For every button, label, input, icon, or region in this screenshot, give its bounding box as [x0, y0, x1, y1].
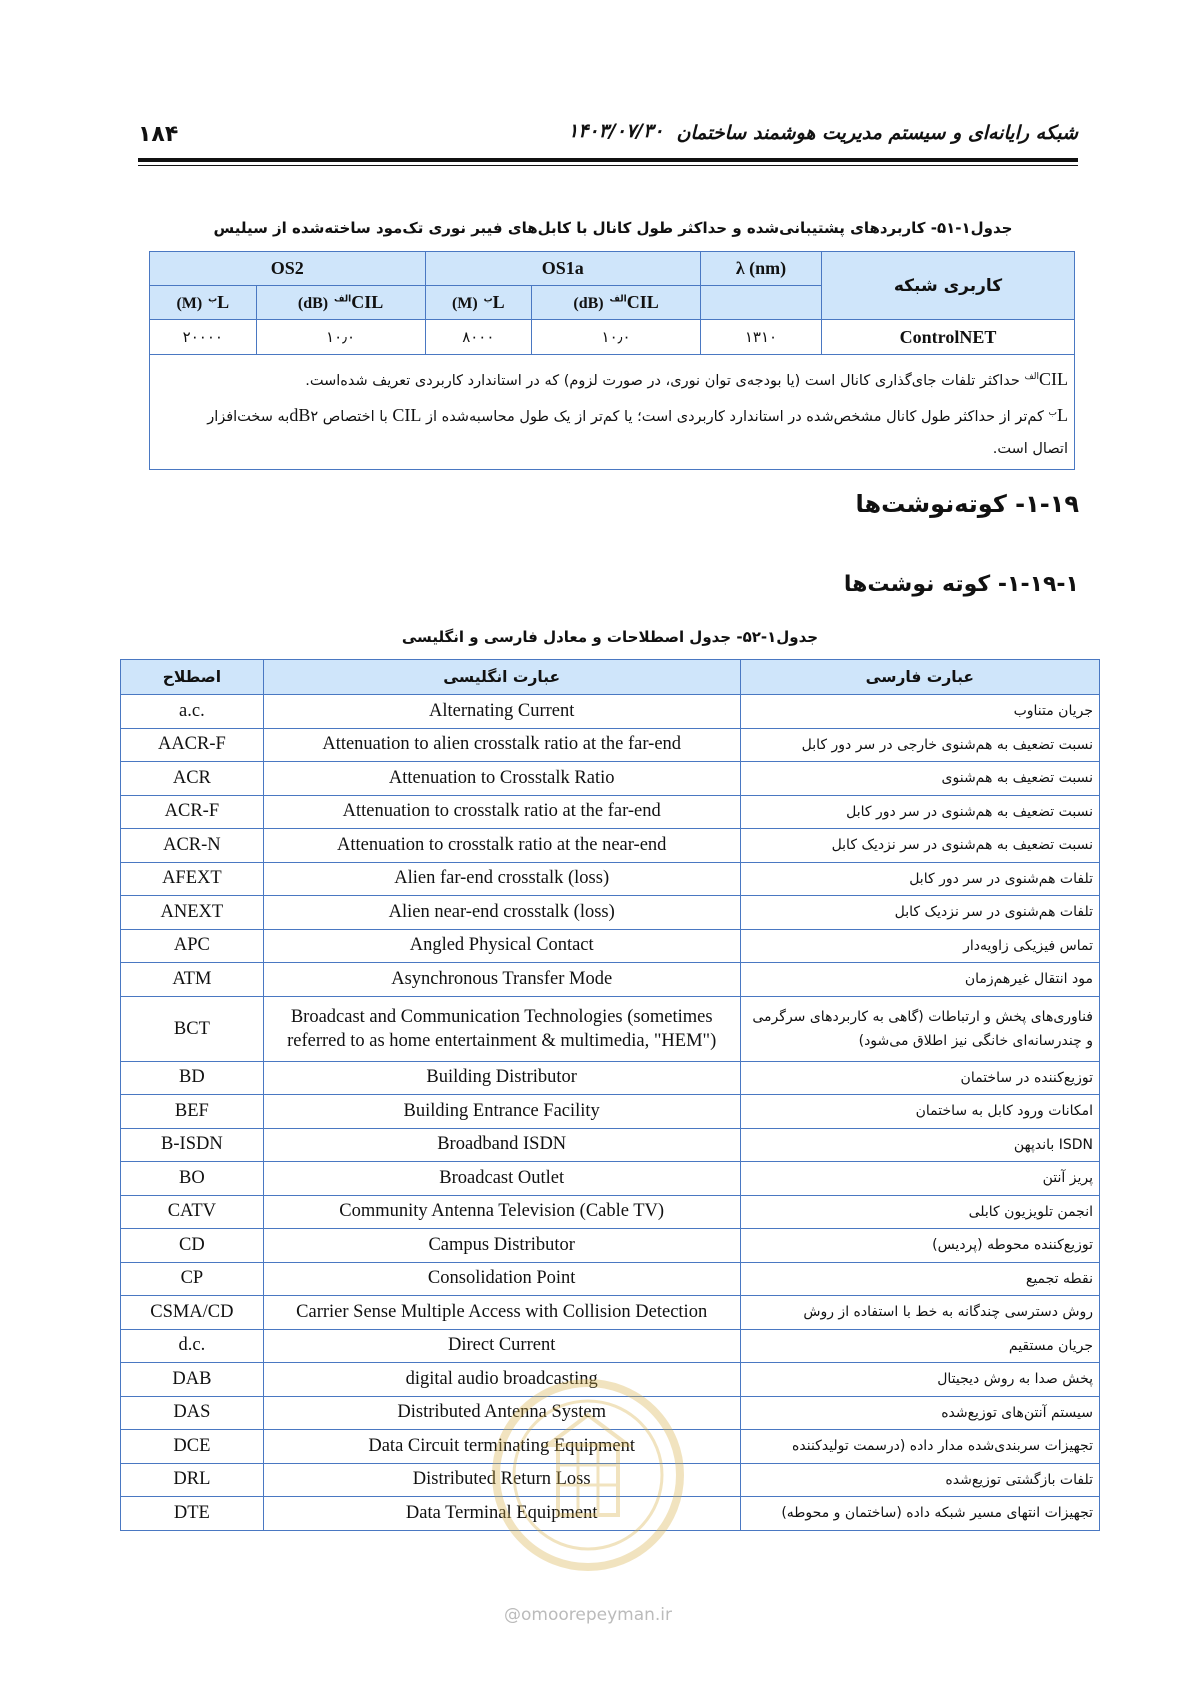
- term-en: Campus Distributor: [263, 1229, 740, 1263]
- term-en: Alternating Current: [263, 695, 740, 729]
- term-abbr: DCE: [121, 1430, 264, 1464]
- table-row: [121, 963, 1100, 997]
- term-abbr: CSMA/CD: [121, 1296, 264, 1330]
- term-en: Alien near-end crosstalk (loss): [263, 896, 740, 930]
- term-fa: نسبت تضعیف به هم‌شنوی خارجی در سر دور کابل: [740, 728, 1099, 762]
- term-abbr: d.c.: [121, 1329, 264, 1363]
- term-en: Direct Current: [263, 1329, 740, 1363]
- table51-notes: [150, 355, 1075, 470]
- term-fa: نسبت تضعیف به هم‌شنوی در سر دور کابل: [740, 795, 1099, 829]
- term-abbr: B-ISDN: [121, 1128, 264, 1162]
- term-abbr: a.c.: [121, 695, 264, 729]
- table51-note-1: $CIL^{الف}$ حداکثر تلفات جای‌گذاری کانال است (یا بودجه‌ی توان نوری، در صورت لزوم) که در استاندارد کاربردی تعریف شده‌است.: [305, 368, 1068, 389]
- header-rule-thin: [138, 165, 1078, 166]
- term-abbr: ACR-F: [121, 795, 264, 829]
- table-row: [121, 996, 1100, 1061]
- table52-header-en: عبارت انگلیسی: [263, 660, 740, 695]
- term-fa: مود انتقال غیرهم‌زمان: [740, 963, 1099, 997]
- term-en: Attenuation to Crosstalk Ratio: [263, 762, 740, 796]
- term-en: Data Circuit terminating Equipment: [263, 1430, 740, 1464]
- term-abbr: BCT: [121, 996, 264, 1061]
- table51-note-2: $L^ب$ کم‌تر از حداکثر طول کانال مشخص‌شده در استاندارد کاربردی است؛ یا کم‌تر از یک طول محاسبه‌شده از CIL با اختصاص dB۲به سخت‌افزار: [207, 404, 1068, 425]
- term-fa: نسبت تضعیف به هم‌شنوی: [740, 762, 1099, 796]
- table51-note-2-cont: اتصال است.: [992, 440, 1068, 457]
- watermark-text: @omoorepeyman.ir: [503, 1605, 673, 1625]
- table51-header-os2-l: $L^ب$ (M): [150, 286, 257, 320]
- table52-header-abbr: اصطلاح: [121, 660, 264, 695]
- term-abbr: DRL: [121, 1463, 264, 1497]
- table-row: [121, 695, 1100, 729]
- term-fa: تلفات هم‌شنوی در سر نزدیک کابل: [740, 896, 1099, 930]
- term-en: Building Entrance Facility: [263, 1095, 740, 1129]
- table51-os2-cil: ۱۰٫۰: [256, 320, 425, 355]
- term-fa: توزیع‌کننده در ساختمان: [740, 1061, 1099, 1095]
- term-fa: ISDN باندپهن: [740, 1128, 1099, 1162]
- term-abbr: AACR-F: [121, 728, 264, 762]
- table-row: [121, 1329, 1100, 1363]
- table51-header-os2: OS2: [150, 252, 426, 286]
- term-en: Carrier Sense Multiple Access with Collision Detection: [263, 1296, 740, 1330]
- header-rule-thick: [138, 158, 1078, 162]
- term-fa: توزیع‌کننده محوطه (پردیس): [740, 1229, 1099, 1263]
- term-fa: تماس فیزیکی زاویه‌دار: [740, 929, 1099, 963]
- term-fa: نسبت تضعیف به هم‌شنوی در سر نزدیک کابل: [740, 829, 1099, 863]
- table51: [149, 251, 1075, 470]
- term-fa: تجهیزات سربندی‌شده مدار داده (درسمت تولیدکننده: [740, 1430, 1099, 1464]
- term-fa: تلفات بازگشتی توزیع‌شده: [740, 1463, 1099, 1497]
- page-header: [138, 112, 1078, 146]
- term-fa: نقطه تجمیع: [740, 1262, 1099, 1296]
- term-en: Community Antenna Television (Cable TV): [263, 1195, 740, 1229]
- term-en: Data Terminal Equipment: [263, 1497, 740, 1531]
- table51-row: [150, 320, 1075, 355]
- term-fa: پریز آنتن: [740, 1162, 1099, 1196]
- page-number: ۱۸۴: [138, 122, 179, 147]
- header-title: شبکه رایانه‌ای و سیستم مدیریت هوشمند ساختمان: [676, 122, 1078, 144]
- term-abbr: CD: [121, 1229, 264, 1263]
- table-row: [121, 829, 1100, 863]
- term-abbr: ATM: [121, 963, 264, 997]
- section-heading: ۱-۱۹- کوته‌نوشت‌ها: [855, 490, 1079, 518]
- term-en: Attenuation to alien crosstalk ratio at the far-end: [263, 728, 740, 762]
- table-row: [121, 1162, 1100, 1196]
- table-row: [121, 728, 1100, 762]
- term-abbr: BD: [121, 1061, 264, 1095]
- watermark-seal-icon: [488, 1375, 688, 1575]
- table51-header-network: کاربری شبکه: [822, 252, 1075, 320]
- table51-lambda: ۱۳۱۰: [701, 320, 822, 355]
- table-row: [121, 1061, 1100, 1095]
- table51-header-lambda-blank: [701, 286, 822, 320]
- term-abbr: DAS: [121, 1396, 264, 1430]
- table-row: [121, 896, 1100, 930]
- term-abbr: CATV: [121, 1195, 264, 1229]
- table51-os1a-l: ۸۰۰۰: [425, 320, 532, 355]
- table-row: [121, 1229, 1100, 1263]
- term-en: Broadcast Outlet: [263, 1162, 740, 1196]
- term-en: Asynchronous Transfer Mode: [263, 963, 740, 997]
- term-fa: جریان متناوب: [740, 695, 1099, 729]
- term-en: Alien far-end crosstalk (loss): [263, 862, 740, 896]
- table51-caption: جدول۱-۵۱- کاربردهای پشتیبانی‌شده و حداکثر طول کانال با کابل‌های فیبر نوری تک‌مود ساخته‌شده از سیلیس: [213, 219, 1013, 237]
- term-abbr: CP: [121, 1262, 264, 1296]
- term-fa: انجمن تلویزیون کابلی: [740, 1195, 1099, 1229]
- table-row: [121, 862, 1100, 896]
- term-en: Distributed Return Loss: [263, 1463, 740, 1497]
- table-row: [121, 1262, 1100, 1296]
- table-row: [121, 795, 1100, 829]
- term-fa: فناوری‌های پخش و ارتباطات (گاهی به کاربردهای سرگرمی و چندرسانه‌ای خانگی نیز اطلاق می‌شود): [740, 996, 1099, 1061]
- term-en: Attenuation to crosstalk ratio at the near-end: [263, 829, 740, 863]
- term-abbr: APC: [121, 929, 264, 963]
- term-fa: سیستم آنتن‌های توزیع‌شده: [740, 1396, 1099, 1430]
- term-abbr: ANEXT: [121, 896, 264, 930]
- term-abbr: BEF: [121, 1095, 264, 1129]
- term-en: Attenuation to crosstalk ratio at the far-end: [263, 795, 740, 829]
- term-fa: تجهیزات انتهای مسیر شبکه داده (ساختمان و محوطه): [740, 1497, 1099, 1531]
- table51-header-os2-cil: $CIL^{الف}$ (dB): [256, 286, 425, 320]
- term-abbr: ACR: [121, 762, 264, 796]
- table-row: [121, 1296, 1100, 1330]
- term-en: Angled Physical Contact: [263, 929, 740, 963]
- table51-network: ControlNET: [822, 320, 1075, 355]
- subsection-heading: ۱-۱۹-۱- کوته نوشت‌ها: [843, 572, 1079, 597]
- term-en: Broadcast and Communication Technologies (sometimes referred to as home entertainment & multimedia, "HEM"): [263, 996, 740, 1061]
- term-en: digital audio broadcasting: [263, 1363, 740, 1397]
- term-abbr: AFEXT: [121, 862, 264, 896]
- table-row: [121, 762, 1100, 796]
- term-abbr: ACR-N: [121, 829, 264, 863]
- table-row: [121, 1128, 1100, 1162]
- table51-os1a-cil: ۱۰٫۰: [532, 320, 701, 355]
- term-en: Building Distributor: [263, 1061, 740, 1095]
- term-en: Consolidation Point: [263, 1262, 740, 1296]
- table-row: [121, 1095, 1100, 1129]
- table52-header-fa: عبارت فارسی: [740, 660, 1099, 695]
- term-fa: تلفات هم‌شنوی در سر دور کابل: [740, 862, 1099, 896]
- term-fa: پخش صدا به روش دیجیتال: [740, 1363, 1099, 1397]
- table51-header-os1a-l: $L^ب$ (M): [425, 286, 532, 320]
- term-fa: امکانات ورود کابل به ساختمان: [740, 1095, 1099, 1129]
- term-en: Distributed Antenna System: [263, 1396, 740, 1430]
- term-abbr: DTE: [121, 1497, 264, 1531]
- table51-header-lambda: λ (nm): [701, 252, 822, 286]
- table-row: [121, 1195, 1100, 1229]
- term-fa: روش دسترسی چندگانه به خط با استفاده از روش: [740, 1296, 1099, 1330]
- table52-caption: جدول۱-۵۲- جدول اصطلاحات و معادل فارسی و انگلیسی: [401, 628, 819, 646]
- term-fa: جریان مستقیم: [740, 1329, 1099, 1363]
- table51-os2-l: ۲۰۰۰۰: [150, 320, 257, 355]
- term-en: Broadband ISDN: [263, 1128, 740, 1162]
- header-date: ۱۴۰۳/۰۷/۳۰: [568, 120, 664, 142]
- table-row: [121, 929, 1100, 963]
- term-abbr: BO: [121, 1162, 264, 1196]
- table51-header-os1a: OS1a: [425, 252, 700, 286]
- table51-header-os1a-cil: $CIL^{الف}$ (dB): [532, 286, 701, 320]
- term-abbr: DAB: [121, 1363, 264, 1397]
